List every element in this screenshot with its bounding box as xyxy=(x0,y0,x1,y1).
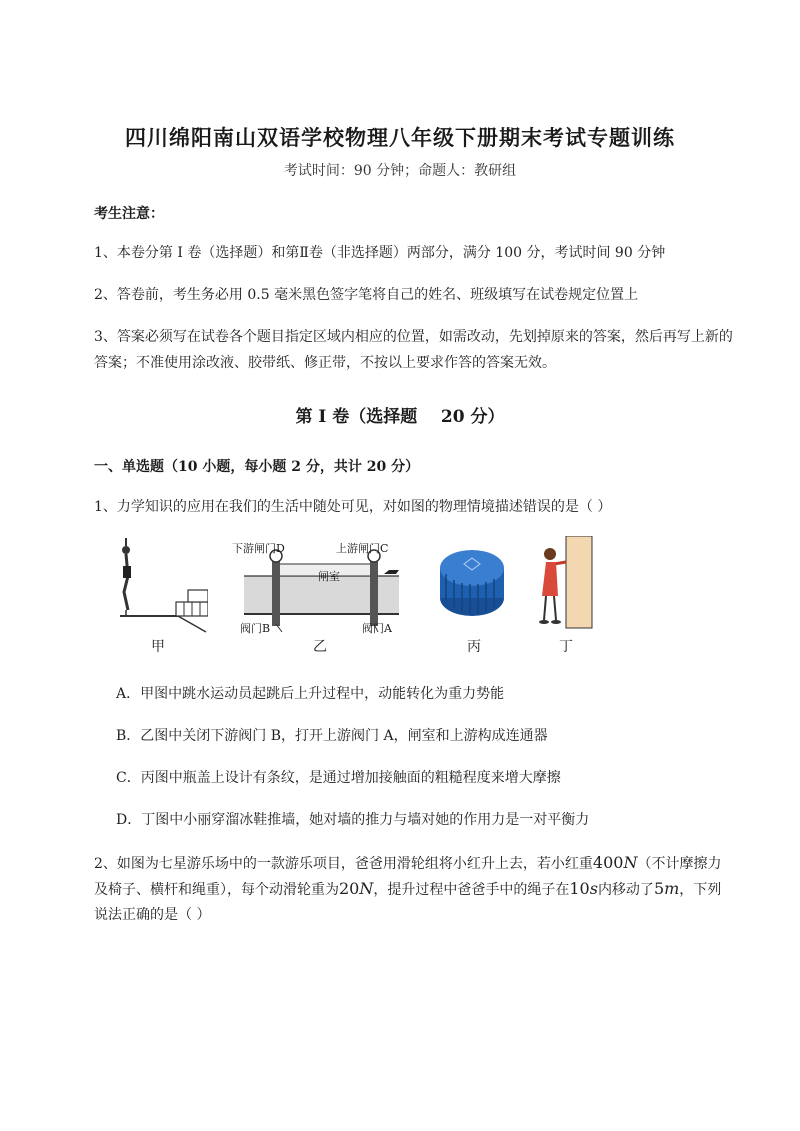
notice-item-2: 2、答卷前，考生务必用 0.5 毫米黑色签字笔将自己的姓名、班级填写在试卷规定位置上 xyxy=(94,287,639,303)
question-1-option-d: D．丁图中小丽穿溜冰鞋推墙，她对墙的推力与墙对她的作用力是一对平衡力 xyxy=(116,812,590,828)
label-lock-chamber: 闸室 xyxy=(318,570,340,583)
figure-label-jia: 甲 xyxy=(151,639,165,655)
q2-time-value: 10 xyxy=(569,879,590,898)
label-upstream-gate: 上游闸门C xyxy=(336,542,389,555)
q2-unit-newton-2: N xyxy=(359,879,374,898)
question-2-line-2 xyxy=(94,876,746,903)
q2-unit-newton: N xyxy=(623,853,638,872)
q2-text-2d: ，下列 xyxy=(679,882,722,898)
label-valve-a: 阀门A xyxy=(362,622,392,635)
q2-unit-meter: m xyxy=(664,879,680,898)
question-1-figure xyxy=(108,536,608,658)
q2-text-2a: 及椅子、横杆和绳重），每个动滑轮重为 xyxy=(94,882,339,898)
bottle-cap-illustration xyxy=(434,536,514,626)
q2-distance-value: 5 xyxy=(653,879,665,898)
question-1-option-b: B．乙图中关闭下游阀门 B，打开上游阀门 A，闸室和上游构成连通器 xyxy=(116,728,548,744)
q2-text-2c: 内移动了 xyxy=(597,882,654,898)
part-heading: 一、单选题（10 小题，每小题 2 分，共计 20 分） xyxy=(94,459,420,475)
notice-item-1: 1、本卷分第 I 卷（选择题）和第Ⅱ卷（非选择题）两部分，满分 100 分，考试时间 90 分钟 xyxy=(94,245,666,261)
question-2-line-3: 说法正确的是（ ） xyxy=(94,907,211,923)
question-2-line-1 xyxy=(94,850,746,877)
q2-weight-value: 400 xyxy=(592,853,624,872)
q2-pulley-value: 20 xyxy=(339,879,360,898)
figure-label-bing: 丙 xyxy=(467,639,481,655)
question-1-option-a: A．甲图中跳水运动员起跳后上升过程中，动能转化为重力势能 xyxy=(116,686,505,702)
page-title: 四川绵阳南山双语学校物理八年级下册期末考试专题训练 xyxy=(125,125,675,150)
label-valve-b: 阀门B xyxy=(240,622,271,635)
diver-illustration xyxy=(108,536,208,636)
figure-label-ding: 丁 xyxy=(559,639,573,655)
q2-text-1b: （不计摩擦力 xyxy=(637,856,722,872)
section-title: 第 I 卷（选择题 20 分） xyxy=(295,407,505,427)
notice-item-3: 3、答案必须写在试卷各个题目指定区域内相应的位置，如需改动，先划掉原来的答案，然后再写上新的答案；不准使用涂改液、胶带纸、修正带，不按以上要求作答的答案无效。 xyxy=(94,329,733,371)
figure-label-yi: 乙 xyxy=(313,639,327,655)
q2-text-2b: ，提升过程中爸爸手中的绳子在 xyxy=(373,882,570,898)
question-1-stem: 1、力学知识的应用在我们的生活中随处可见，对如图的物理情境描述错误的是（ ） xyxy=(94,499,612,515)
girl-pushing-wall-illustration xyxy=(536,536,596,632)
label-downstream-gate: 下游闸门D xyxy=(232,542,285,555)
question-1-option-c: C．丙图中瓶盖上设计有条纹，是通过增加接触面的粗糙程度来增大摩擦 xyxy=(116,770,561,786)
exam-info: 考试时间：90 分钟；命题人：教研组 xyxy=(283,163,517,179)
q2-text-1a: 2、如图为七星游乐场中的一款游乐项目，爸爸用滑轮组将小红升上去，若小红重 xyxy=(94,856,593,872)
q2-unit-second: s xyxy=(589,879,598,898)
notice-heading: 考生注意： xyxy=(94,206,164,222)
